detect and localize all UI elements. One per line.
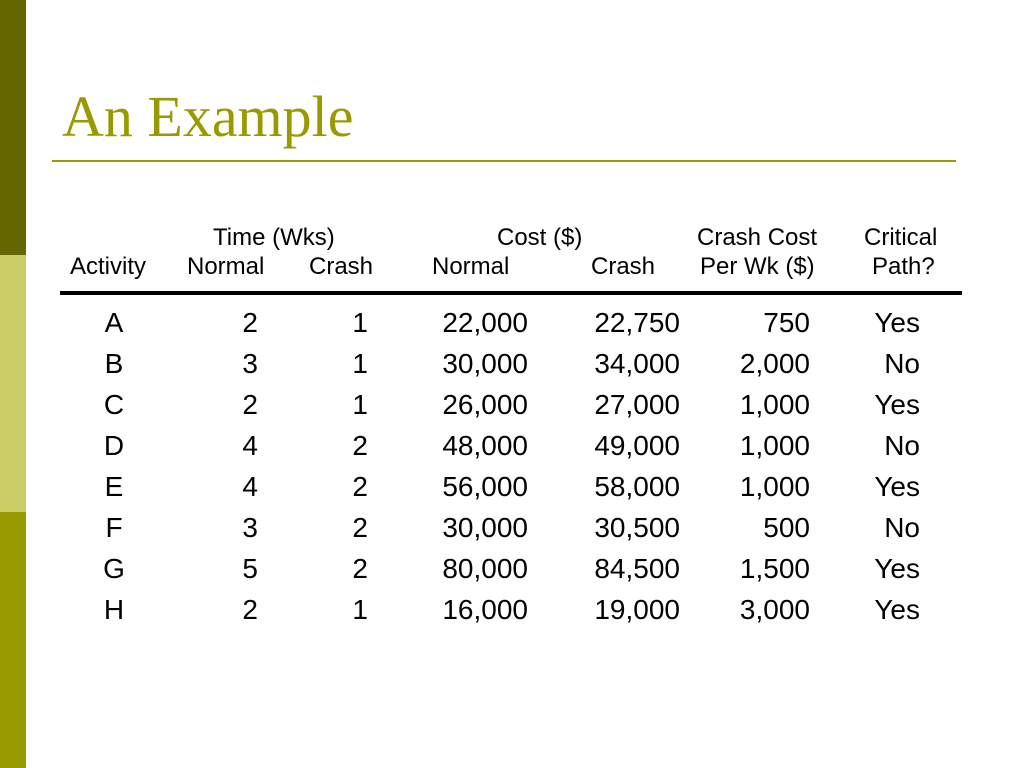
cell-time-crash: 2 (352, 471, 368, 502)
header-activity: Activity (70, 253, 147, 280)
cell-activity: A (104, 307, 124, 338)
cell-critical-path: No (884, 348, 920, 379)
header-crash-cost: Crash Cost (697, 224, 818, 251)
cell-time-normal: 2 (242, 307, 258, 338)
cell-cost-normal: 26,000 (442, 389, 528, 420)
header-cost-group: Cost ($) (497, 224, 583, 251)
cell-critical-path: Yes (874, 389, 920, 420)
cell-cost-crash: 19,000 (594, 594, 680, 625)
cell-cost-normal: 30,000 (442, 512, 528, 543)
cell-activity: F (105, 512, 123, 543)
header-path: Path? (872, 253, 935, 280)
cell-time-crash: 1 (352, 307, 368, 338)
cell-crash-cost-per-wk: 1,000 (739, 430, 810, 461)
cell-activity: B (104, 348, 124, 379)
cell-activity: H (103, 594, 125, 625)
cell-crash-cost-per-wk: 1,000 (739, 389, 810, 420)
cell-crash-cost-per-wk: 750 (763, 307, 810, 338)
cell-cost-crash: 49,000 (594, 430, 680, 461)
cell-crash-cost-per-wk: 2,000 (739, 348, 810, 379)
cell-time-crash: 2 (352, 430, 368, 461)
cell-time-crash: 1 (352, 389, 368, 420)
table-row (0, 512, 1024, 553)
header-cost-normal: Normal (432, 253, 510, 280)
cell-cost-normal: 30,000 (442, 348, 528, 379)
cell-time-crash: 2 (352, 512, 368, 543)
cell-crash-cost-per-wk: 500 (763, 512, 810, 543)
cell-critical-path: Yes (874, 307, 920, 338)
cell-crash-cost-per-wk: 3,000 (739, 594, 810, 625)
table-row (0, 471, 1024, 512)
cell-cost-normal: 22,000 (442, 307, 528, 338)
cell-time-normal: 4 (242, 471, 258, 502)
cell-time-normal: 4 (242, 430, 258, 461)
cell-activity: E (104, 471, 124, 502)
cell-time-normal: 2 (242, 594, 258, 625)
cell-cost-normal: 48,000 (442, 430, 528, 461)
header-time-crash: Crash (309, 253, 374, 280)
table-row (0, 307, 1024, 348)
cell-time-crash: 2 (352, 553, 368, 584)
cell-cost-crash: 22,750 (594, 307, 680, 338)
cell-cost-normal: 16,000 (442, 594, 528, 625)
cell-time-normal: 5 (242, 553, 258, 584)
cell-time-crash: 1 (352, 594, 368, 625)
cell-critical-path: No (884, 512, 920, 543)
table-row (0, 553, 1024, 594)
cell-activity: C (103, 389, 125, 420)
cell-cost-crash: 30,500 (594, 512, 680, 543)
header-per-wk: Per Wk ($) (700, 253, 815, 280)
header-critical: Critical (864, 224, 938, 251)
sidebar-segment-dark (0, 0, 26, 255)
header-cost-crash: Crash (591, 253, 656, 280)
slide-title: An Example (62, 84, 354, 149)
table-row (0, 430, 1024, 471)
cell-cost-crash: 34,000 (594, 348, 680, 379)
title-underline (52, 160, 956, 162)
header-divider (60, 291, 962, 295)
cell-cost-crash: 27,000 (594, 389, 680, 420)
table-row (0, 594, 1024, 635)
cell-critical-path: Yes (874, 553, 920, 584)
cell-crash-cost-per-wk: 1,500 (739, 553, 810, 584)
cell-time-normal: 3 (242, 512, 258, 543)
cell-activity: G (103, 553, 125, 584)
header-time-normal: Normal (187, 253, 265, 280)
cell-cost-crash: 84,500 (594, 553, 680, 584)
header-time-group: Time (Wks) (213, 224, 335, 251)
cell-critical-path: No (884, 430, 920, 461)
cell-critical-path: Yes (874, 594, 920, 625)
table-row (0, 389, 1024, 430)
cell-time-normal: 2 (242, 389, 258, 420)
table-row (0, 348, 1024, 389)
cell-activity: D (103, 430, 125, 461)
cell-cost-normal: 80,000 (442, 553, 528, 584)
cell-cost-normal: 56,000 (442, 471, 528, 502)
cell-time-crash: 1 (352, 348, 368, 379)
cell-crash-cost-per-wk: 1,000 (739, 471, 810, 502)
cell-time-normal: 3 (242, 348, 258, 379)
cell-critical-path: Yes (874, 471, 920, 502)
cell-cost-crash: 58,000 (594, 471, 680, 502)
